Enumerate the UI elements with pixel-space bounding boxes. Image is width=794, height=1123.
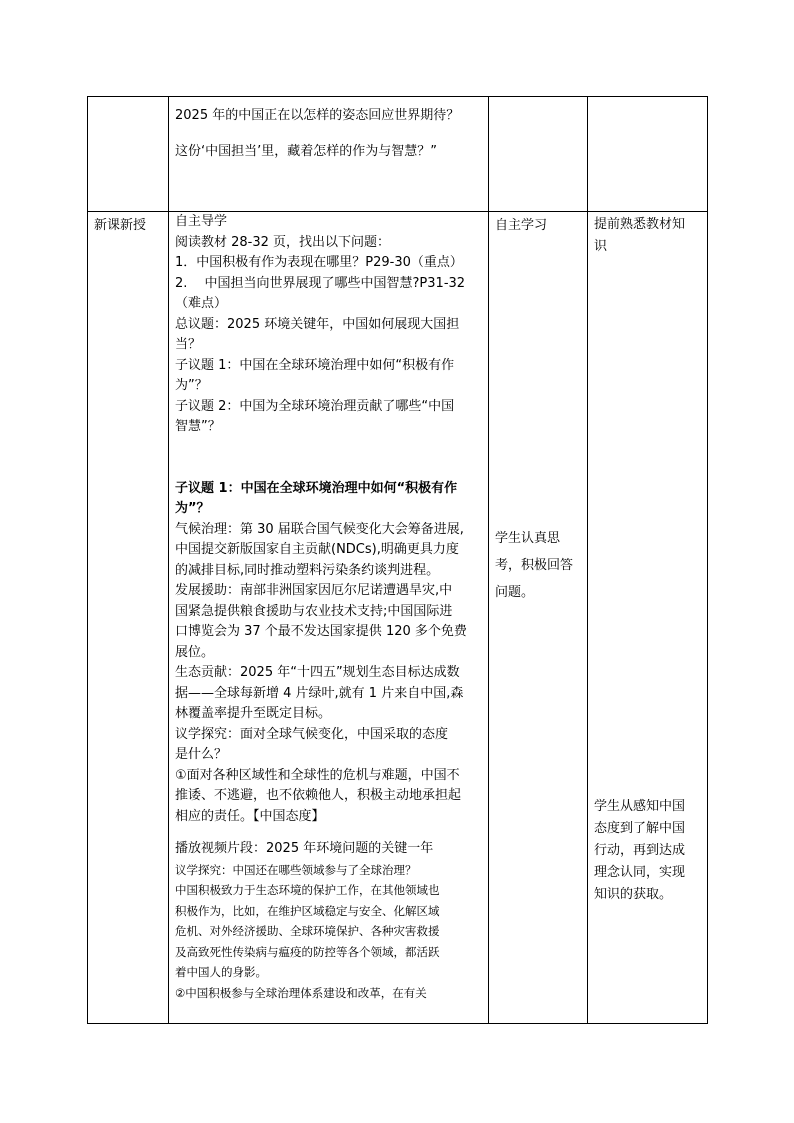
- main-topic: 总议题：2025 环境关键年，中国如何展现大国担: [175, 316, 460, 332]
- governance-text: 中国积极致力于生态环境的保护工作，在其他领域也: [175, 883, 440, 897]
- intent-text: 知识的获取。: [594, 887, 673, 902]
- climate-text: 的减排目标,同时推动塑料污染条约谈判进程。: [175, 562, 440, 578]
- ecology-text: 据——全球每新增 4 片绿叶,就有 1 片来自中国,森: [175, 685, 464, 701]
- inquiry-question: 是什么？: [175, 747, 228, 762]
- sub-topic-2: 智慧”？: [175, 419, 221, 434]
- content-cell: [169, 212, 489, 1024]
- student-activity-cell: [489, 212, 588, 1024]
- student-activity-text: 学生认真思: [495, 530, 561, 546]
- answer-text: ①面对各种区域性和全球性的危机与难题，中国不: [175, 767, 460, 783]
- guide-line: 1．中国积极有作为表现在哪里？P29-30（重点）: [175, 255, 463, 270]
- video-clip-text: 播放视频片段：2025 年环境问题的关键一年: [175, 841, 434, 856]
- intro-question-2: 这份‘中国担当’里，藏着怎样的作为与智慧？”: [175, 144, 437, 159]
- answer-text: 推诿、不逃避，也不依赖他人，积极主动地承担起: [175, 788, 462, 803]
- intro-student-cell: [489, 97, 588, 212]
- intro-question-1: 2025 年的中国正在以怎样的姿态回应世界期待？: [175, 108, 460, 123]
- new-lesson-row: [88, 212, 708, 1024]
- guide-line: 2. 中国担当向世界展现了哪些中国智慧?P31-32: [175, 275, 466, 291]
- aid-text: 国紧急提供粮食援助与农业技术支持;中国国际进: [175, 603, 453, 619]
- sub-topic-1: 子议题 1：中国在全球环境治理中如何“积极有作: [175, 357, 455, 373]
- ecology-text: 林覆盖率提升至既定目标。: [175, 706, 332, 721]
- governance-text: 及高致死性传染病与瘟疫的防控等各个领域，都活跃: [175, 944, 440, 959]
- sub-topic-1-heading: 子议题 1：中国在全球环境治理中如何“积极有作: [175, 480, 458, 496]
- design-intent-cell: [588, 212, 708, 1024]
- aid-text: 发展援助：南部非洲国家因厄尔尼诺遭遇旱灾,中: [175, 583, 453, 598]
- intent-text: 理念认同，实现: [594, 865, 686, 880]
- intro-content-cell: [169, 97, 489, 212]
- guide-line: 阅读教材 28-32 页，找出以下问题：: [175, 234, 391, 250]
- sub-topic-1-heading: 为”？: [175, 501, 210, 516]
- intent-text: 行动，再到达成: [594, 843, 686, 858]
- aid-text: 展位。: [175, 644, 215, 660]
- inquiry-question-2: 议学探究：中国还在哪些领域参与了全球治理？: [175, 862, 417, 877]
- intent-text: 提前熟悉教材知: [594, 217, 686, 232]
- self-study-label: 自主学习: [495, 218, 548, 233]
- governance-text: 着中国人的身影。: [175, 965, 267, 979]
- guide-line: （难点）: [175, 296, 228, 311]
- intent-text: 识: [594, 239, 608, 254]
- stage-label: 新课新授: [94, 218, 147, 233]
- guide-title: 自主导学: [175, 214, 228, 229]
- governance-text: 积极作为，比如，在维护区域稳定与安全、化解区域: [175, 903, 440, 918]
- sub-topic-2: 子议题 2：中国为全球环境治理贡献了哪些“中国: [175, 398, 455, 414]
- climate-text: 中国提交新版国家自主贡献(NDCs),明确更具力度: [175, 542, 459, 557]
- intro-stage-cell: [88, 97, 169, 212]
- lesson-plan-table: [87, 96, 708, 1024]
- governance-text: 危机、对外经济援助、全球环境保护、各种灾害救援: [175, 924, 440, 938]
- intro-row: [88, 97, 708, 212]
- student-activity-text: 问题。: [495, 584, 535, 600]
- stage-cell: [88, 212, 169, 1024]
- intent-text: 学生从感知中国: [594, 799, 686, 814]
- governance-text: ②中国积极参与全球治理体系建设和改革，在有关: [175, 985, 427, 1000]
- inquiry-question: 议学探究：面对全球气候变化，中国采取的态度: [175, 726, 449, 742]
- ecology-text: 生态贡献：2025 年“十四五”规划生态目标达成数: [175, 665, 460, 680]
- student-activity-text: 考，积极回答: [495, 557, 574, 573]
- main-topic: 当？: [175, 337, 202, 352]
- climate-text: 气候治理：第 30 届联合国气候变化大会筹备进展,: [175, 521, 464, 537]
- intent-text: 态度到了解中国: [594, 821, 686, 836]
- aid-text: 口博览会为 37 个最不发达国家提供 120 多个免费: [175, 624, 467, 639]
- sub-topic-1: 为”？: [175, 378, 208, 393]
- answer-text: 相应的责任。【中国态度】: [175, 808, 325, 824]
- intro-intent-cell: [588, 97, 708, 212]
